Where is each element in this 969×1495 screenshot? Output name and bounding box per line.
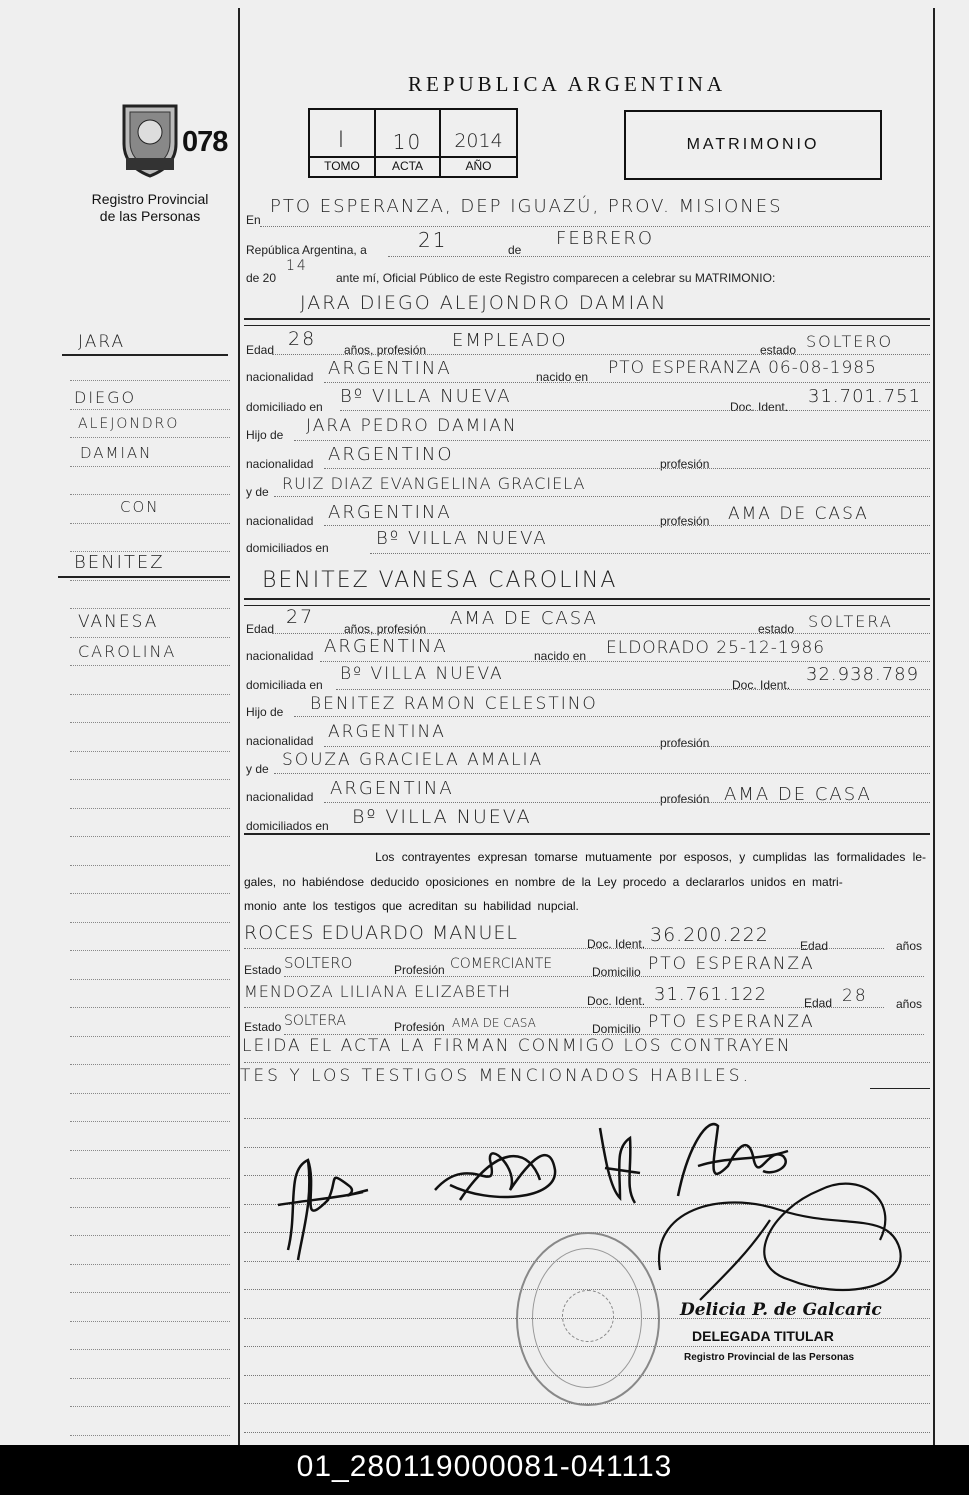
sidebar-rule (70, 1150, 230, 1151)
sidebar-rule (70, 979, 230, 980)
husband-status: SOLTERO (806, 332, 894, 351)
marriage-place: PTO ESPERANZA, DEP IGUAZÚ, PROV. MISIONES (270, 196, 783, 217)
husband-nationality: ARGENTINA (328, 358, 452, 379)
sidebar-rule (70, 722, 230, 723)
tomo-label: TOMO (324, 159, 360, 173)
witness-2-age: 28 (842, 986, 868, 1006)
wife-father-nationality: ARGENTINA (328, 722, 446, 742)
declaration-line-1: Los contrayentes expresan tomarse mutuamente por esposos, y cumplidas las formalidades le- (375, 850, 926, 864)
intro-text: ante mí, Oficial Público de este Registro comparecen a celebrar su MATRIMONIO: (336, 271, 776, 285)
sidebar-rule (70, 836, 230, 837)
wife-mother: SOUZA GRACIELA AMALIA (282, 750, 544, 770)
husband-full-name: JARA DIEGO ALEJONDRO DAMIAN (300, 292, 668, 314)
sidebar-husband-name-2: ALEJONDRO (78, 416, 180, 432)
sidebar-rule (70, 865, 230, 866)
sidebar-rule (70, 580, 230, 581)
witness-1-address: PTO ESPERANZA (648, 954, 815, 974)
sidebar-rule (70, 1064, 230, 1065)
wife-parents-address: Bº VILLA NUEVA (352, 806, 532, 828)
wife-father: BENITEZ RAMON CELESTINO (310, 694, 598, 714)
wife-profession: AMA DE CASA (450, 608, 598, 629)
signature-wife (430, 1130, 570, 1210)
sidebar-rule (70, 551, 230, 552)
husband-mother-profession: AMA DE CASA (728, 504, 869, 524)
sidebar-rule (70, 1321, 230, 1322)
registry-numbers-box (308, 108, 518, 178)
witness-1-status: SOLTERO (284, 954, 353, 972)
wife-nationality: ARGENTINA (324, 636, 448, 657)
wife-address: Bº VILLA NUEVA (340, 664, 504, 684)
sidebar-rule (70, 1036, 230, 1037)
marriage-month: FEBRERO (556, 228, 655, 249)
wife-mother-profession: AMA DE CASA (724, 784, 872, 805)
body-rule (244, 1432, 930, 1433)
sidebar-rule (70, 380, 230, 381)
sidebar-rule (70, 1378, 230, 1379)
country-title: REPUBLICA ARGENTINA (408, 72, 727, 96)
province-seal-icon (116, 100, 184, 178)
certificate-type: MATRIMONIO (686, 136, 820, 153)
sidebar-rule (70, 1178, 230, 1179)
witness-2-name: MENDOZA LILIANA ELIZABETH (244, 982, 512, 1001)
registry-label: Registro Provincial de las Personas (91, 191, 209, 224)
year-prefix: de 20 (246, 271, 277, 285)
republica-label: República Argentina, a (246, 243, 367, 257)
certificate-page: 078 Registro Provincial de las Personas REPUBLICA ARGENTINA I 10 2014 TOMO ACTA AÑO MATRIMONIO JARA DIEGO ALEJONDRO DAMIAN CON BENITEZ VANESA CAROLINA En PTO ESPERANZA, DEP IGUAZÚ, PROV. MISIONES República Argentina, a 21 de FEBRERO de 20 14 ante mí, Oficial Público de este Registro comparecen a celebrar su MATRIMONIO: JARA DIEGO ALEJONDRO DAMIAN Edad 28 años, profesión EMPLEADO estado SOLTERO nacionalidad ARGENTINA nacido en PTO ESPERANZA 06-08-1985 domiciliado en Bº VILLA NUEVA Doc. Ident. 31.701.751 Hijo de JARA PEDRO DAMIAN nacionalidad ARGENTINO profesión y de RUIZ DIAZ EVANGELINA GRACIELA nacionalidad ARGENTINA profesión AMA DE CASA domiciliados en Bº VILLA NUEVA BENITEZ VANESA CAROLINA Edad 27 años, profesión AMA DE CASA estado SOLTERA nacionalidad ARGENTINA nacido en ELDORADO 25-12-1986 domiciliada en Bº VILLA NUEVA Doc. Ident. 32.938.789 Hijo de BENITEZ RAMON CELESTINO nacionalidad ARGENTINA profesión y de SOUZA GRACIELA AMALIA nacionalidad ARGENTINA profesión AMA DE CASA domiciliados en Bº VILLA NUEVA Los contrayentes expresan tomarse mutuamente por esposos, y cumplidas las formalidades le- gales, no habiéndose deducido oposiciones en nombre de la Ley procedo a declararlos unidos en matri- monio ante los testigos que acreditan su habilidad nupcial. ROCES EDUARDO MANUEL Doc. Ident. 36.200.222 Edad años Estado SOLTERO Profesión COMERCIANTE Domicilio PTO ESPERANZA MENDOZA LILIANA ELIZABETH Doc. Ident. 31.761.122 Edad 28 años Estado SOLTERA Profesión AMA DE CASA Domicilio PTO ESPERANZA LEIDA EL ACTA LA FIRMAN CONMIGO LOS CONTRAYEN TES Y LOS TESTIGOS MENCIONADOS HABILES. Delicia P. de Galcaric DELEGADA TITULAR Registro Provincial de las Personas 01_280119000081-041113 (0, 0, 969, 1495)
husband-parents-address: Bº VILLA NUEVA (376, 528, 548, 549)
wife-full-name: BENITEZ VANESA CAROLINA (262, 568, 618, 593)
sidebar-rule (70, 1406, 230, 1407)
sidebar-rule (70, 1349, 230, 1350)
official-org: Registro Provincial de las Personas (684, 1352, 855, 1363)
sidebar-rule (70, 694, 230, 695)
closing-line-1: LEIDA EL ACTA LA FIRMAN CONMIGO LOS CONTRAYEN (242, 1036, 792, 1056)
declaration-line-2: gales, no habiéndose deducido oposiciones en nombre de la Ley procedo a declararlos unidos en matri- (244, 875, 843, 889)
sidebar-rule (70, 1435, 230, 1436)
closing-line-2: TES Y LOS TESTIGOS MENCIONADOS HABILES. (240, 1066, 751, 1086)
signature-husband (268, 1130, 378, 1270)
sidebar-con: CON (120, 498, 160, 516)
sidebar-rule (70, 1292, 230, 1293)
witness-1-id: 36.200.222 (650, 924, 769, 946)
witness-2-status: SOLTERA (284, 1013, 346, 1029)
tomo-value: I (337, 128, 347, 153)
wife-mother-nationality: ARGENTINA (330, 778, 454, 799)
seal-number: 078 (182, 126, 228, 158)
sidebar-wife-name-2: CAROLINA (78, 642, 177, 661)
certificate-type-box (624, 110, 882, 180)
official-title: DELEGADA TITULAR (692, 1328, 834, 1344)
sidebar-rule (70, 1235, 230, 1236)
sidebar-rule (70, 637, 230, 638)
husband-mother-nationality: ARGENTINA (328, 502, 452, 523)
wife-status: SOLTERA (808, 612, 893, 631)
husband-father: JARA PEDRO DAMIAN (306, 416, 518, 436)
husband-mother: RUIZ DIAZ EVANGELINA GRACIELA (282, 474, 586, 493)
declaration-line-3: monio ante los testigos que acreditan su habilidad nupcial. (244, 899, 579, 913)
anio-value: 2014 (454, 130, 503, 152)
marriage-day: 21 (418, 228, 448, 252)
husband-age: 28 (288, 328, 317, 350)
wife-id: 32.938.789 (806, 664, 920, 685)
acta-label: ACTA (391, 159, 424, 173)
sidebar-husband-name-1: DIEGO (74, 388, 137, 407)
sidebar-rule (70, 1264, 230, 1265)
witness-2-id: 31.761.122 (654, 984, 768, 1005)
witness-1-profession: COMERCIANTE (450, 956, 553, 972)
sidebar-rule (70, 922, 230, 923)
husband-profession: EMPLEADO (452, 330, 568, 351)
sidebar-rule (70, 437, 230, 438)
husband-address: Bº VILLA NUEVA (340, 386, 512, 407)
de-label: de (508, 243, 522, 257)
sidebar-rule (70, 665, 230, 666)
witness-1-name: ROCES EDUARDO MANUEL (244, 922, 518, 944)
sidebar-rule (70, 1093, 230, 1094)
sidebar-husband-surname: JARA (78, 332, 126, 352)
sidebar-rule (70, 779, 230, 780)
sidebar-rule (70, 466, 230, 467)
sidebar-rule (70, 1007, 230, 1008)
sidebar-rule (70, 808, 230, 809)
sidebar-wife-name-1: VANESA (78, 612, 159, 632)
sidebar-rule (70, 608, 230, 609)
sidebar-rule (70, 751, 230, 752)
sidebar-rule (70, 950, 230, 951)
husband-birthplace: PTO ESPERANZA 06-08-1985 (608, 358, 877, 378)
anio-label: AÑO (465, 159, 492, 173)
husband-father-nationality: ARGENTINO (328, 444, 454, 465)
husband-id: 31.701.751 (808, 386, 922, 407)
sidebar-rule (70, 494, 230, 495)
left-margin-rule (238, 8, 240, 1445)
right-margin-rule (933, 8, 935, 1445)
sidebar-rule (70, 409, 230, 410)
acta-value: 10 (392, 130, 423, 154)
sidebar-rule (70, 1121, 230, 1122)
official-stamp-icon (516, 1232, 660, 1406)
en-label: En (246, 213, 261, 227)
wife-birthplace: ELDORADO 25-12-1986 (606, 638, 826, 658)
sidebar-rule (70, 523, 230, 524)
body-rule (244, 1118, 930, 1119)
witness-2-profession: AMA DE CASA (452, 1016, 536, 1030)
wife-age: 27 (286, 606, 315, 628)
sidebar-husband-name-3: DAMIAN (80, 444, 153, 462)
official-name: Delicia P. de Galcaric (680, 1300, 882, 1320)
year-suffix: 14 (286, 258, 308, 274)
sidebar-rule (70, 1207, 230, 1208)
sidebar-rule (70, 893, 230, 894)
document-code: 01_280119000081-041113 (0, 1445, 969, 1495)
sidebar-wife-surname: BENITEZ (74, 552, 165, 573)
witness-2-address: PTO ESPERANZA (648, 1012, 815, 1032)
